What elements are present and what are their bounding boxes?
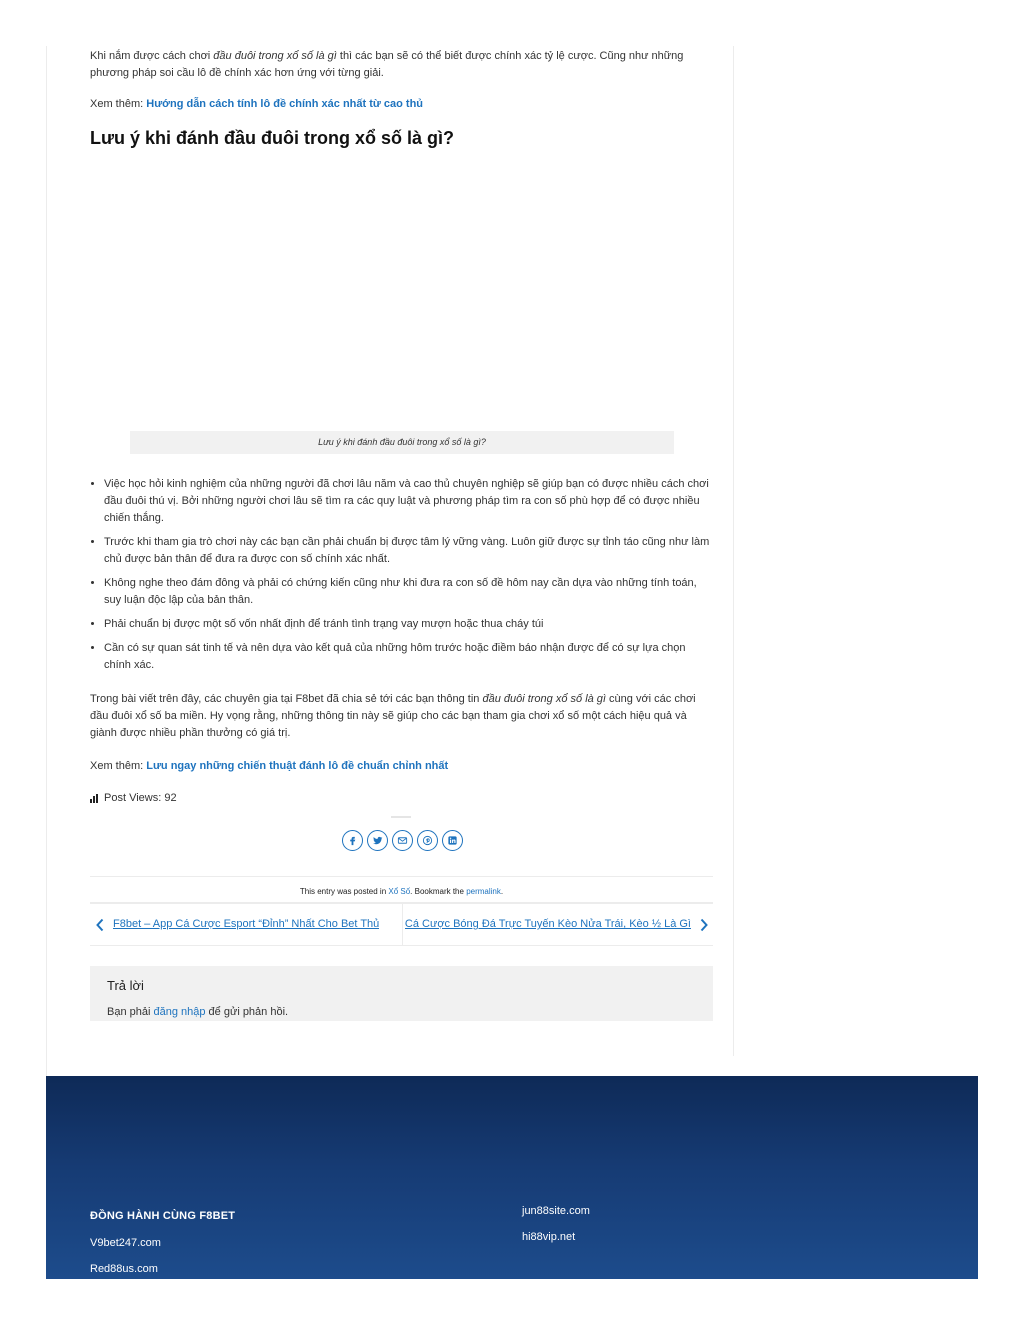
footer-column-2 xyxy=(522,1205,590,1243)
post-views xyxy=(90,790,177,807)
post-views-count: Post Views: 92 xyxy=(104,792,177,804)
footer xyxy=(46,1076,978,1279)
share-divider xyxy=(391,816,411,818)
chevron-right-icon xyxy=(699,918,709,932)
list-item: • Trước khi tham gia trò chơi này các bạn cần phải chuẩn bị được tâm lý vững vàng. Luôn giữ được sự tỉnh táo cũng như làm chủ được bản thân để đưa ra được con số chính xác nhất. xyxy=(104,534,713,568)
figure-caption: Lưu ý khi đánh đầu đuôi trong xổ số là gì? xyxy=(130,431,674,454)
next-post-link[interactable] xyxy=(403,904,714,945)
see-also-label: Xem thêm: xyxy=(90,760,147,772)
list-item: • Phải chuẩn bị được một số vốn nhất định để tránh tình trạng vay mượn hoặc thua cháy túi xyxy=(104,616,713,633)
conclusion-emphasis: đầu đuôi trong xổ số là gì xyxy=(482,693,606,705)
email-icon[interactable] xyxy=(392,830,413,851)
next-post-title: Cá Cược Bóng Đá Trực Tuyến Kèo Nửa Trái, Kèo ½ Là Gì xyxy=(404,918,691,930)
linkedin-icon[interactable] xyxy=(442,830,463,851)
reply-title: Trả lời xyxy=(107,978,144,993)
see-also-2 xyxy=(90,758,713,775)
twitter-icon[interactable] xyxy=(367,830,388,851)
footer-column-1 xyxy=(90,1210,235,1275)
share-buttons xyxy=(342,830,463,851)
footer-link[interactable]: V9bet247.com xyxy=(90,1237,161,1249)
tips-list xyxy=(104,476,713,681)
see-also-1 xyxy=(90,96,713,113)
intro-text-rest: thì các bạn sẽ có thể biết được chính xác tỷ lệ cược. Cũng như những phương pháp soi cầu lô đề chính xác hơn ứng với từng giải. xyxy=(90,50,684,79)
reply-text: Bạn phải xyxy=(107,1006,154,1018)
category-link[interactable]: Xổ Số xyxy=(388,887,411,896)
intro-emphasis: đầu đuôi trong xổ số là gì xyxy=(213,50,337,62)
see-also-link-1[interactable]: Hướng dẫn cách tính lô đề chính xác nhất từ cao thủ xyxy=(146,98,424,110)
see-also-label: Xem thêm: xyxy=(90,98,147,110)
chevron-left-icon xyxy=(95,918,105,932)
footer-title: ĐỒNG HÀNH CÙNG F8BET xyxy=(90,1210,236,1222)
entry-meta xyxy=(90,876,713,902)
login-link[interactable]: đăng nhập xyxy=(153,1006,206,1018)
conclusion-text-rest: cùng với các chơi đầu đuôi xổ số ba miền. Hy vọng rằng, những thông tin này sẽ giúp cho các bạn tham gia chơi xổ số một cách hiệu quả và giành được nhiều phần thưởng có giá trị. xyxy=(90,693,696,739)
conclusion-text: Trong bài viết trên đây, các chuyên gia tại F8bet đã chia sẻ tới các bạn thông tin xyxy=(90,693,483,705)
entry-meta-text: . xyxy=(500,887,504,896)
entry-meta-text: . Bookmark the xyxy=(410,887,467,896)
content-border-right xyxy=(733,46,734,1056)
reply-notice xyxy=(107,1004,696,1021)
footer-link[interactable]: jun88site.com xyxy=(522,1205,590,1217)
facebook-icon[interactable] xyxy=(342,830,363,851)
conclusion-paragraph xyxy=(90,691,713,742)
footer-link[interactable]: hi88vip.net xyxy=(522,1231,576,1243)
intro-text: Khi nắm được cách chơi xyxy=(90,50,214,62)
pinterest-icon[interactable] xyxy=(417,830,438,851)
previous-post-link[interactable] xyxy=(90,904,403,945)
reply-text: để gửi phản hồi. xyxy=(205,1006,289,1018)
page-border-left xyxy=(46,46,47,1076)
list-item: • Việc học hỏi kinh nghiệm của những người đã chơi lâu năm và cao thủ chuyên nghiệp sẽ giúp bạn có được nhiều cách chơi đầu đuôi thú vị. Bởi những người chơi lâu sẽ tìm ra các quy luật và phương pháp tìm ra con số phù hợp để có được nhiều chiến thắng. xyxy=(104,476,713,527)
footer-link[interactable]: Red88us.com xyxy=(90,1263,158,1275)
list-item: • Không nghe theo đám đông và phải có chứng kiến cũng như khi đưa ra con số đề hôm nay cần dựa vào những tính toán, suy luận độc lập của bản thân. xyxy=(104,575,713,609)
entry-meta-text: This entry was posted in xyxy=(299,887,389,896)
see-also-link-2[interactable]: Lưu ngay những chiến thuật đánh lô đề chuẩn chỉnh nhất xyxy=(146,760,449,772)
bar-chart-icon xyxy=(90,794,98,803)
permalink-link[interactable]: permalink xyxy=(466,887,501,896)
section-heading: Lưu ý khi đánh đầu đuôi trong xổ số là gì? xyxy=(90,128,455,148)
intro-paragraph xyxy=(90,48,713,82)
post-navigation xyxy=(90,902,713,946)
previous-post-title: F8bet – App Cá Cược Esport “Đỉnh” Nhất Cho Bet Thủ xyxy=(113,918,380,930)
list-item: • Cần có sự quan sát tinh tế và nên dựa vào kết quả của những hôm trước hoặc điềm báo nhận được để có sự lựa chọn chính xác. xyxy=(104,640,713,674)
reply-box xyxy=(90,966,713,1021)
